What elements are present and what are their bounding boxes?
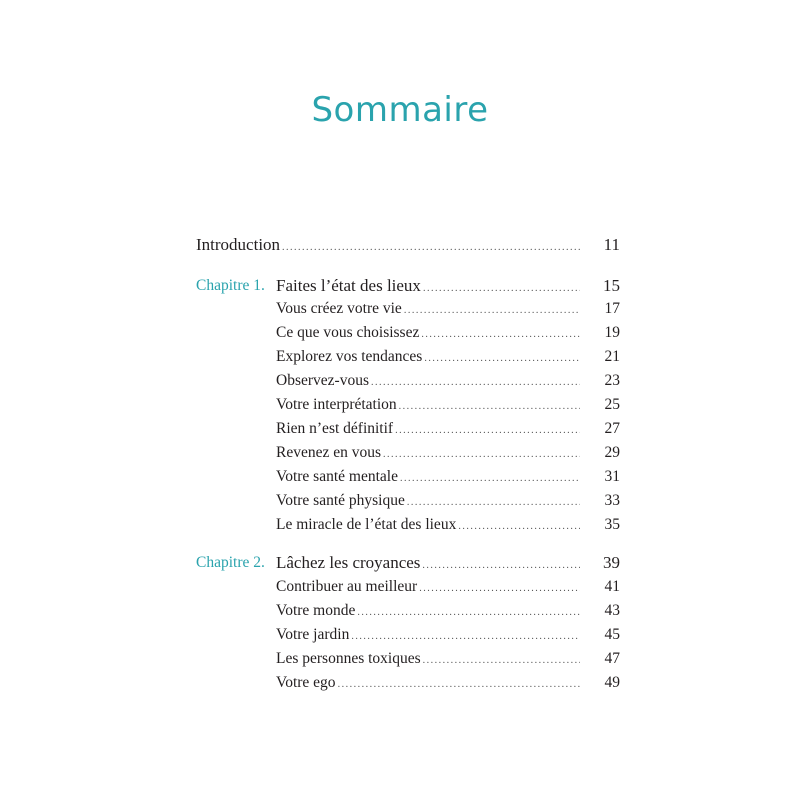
- toc-entry-section: [276, 441, 620, 465]
- toc-page-number: 21: [604, 348, 620, 365]
- toc-entry-section: [276, 647, 620, 671]
- toc-label: Votre santé mentale: [276, 468, 398, 485]
- toc-label: Contribuer au meilleur: [276, 578, 418, 595]
- toc-entry-section: [276, 489, 620, 513]
- dot-leader: [371, 371, 580, 395]
- toc-entry-section: [276, 465, 620, 489]
- toc-label: Observez-vous: [276, 372, 369, 389]
- dot-leader: [399, 395, 580, 419]
- toc-entry-section: [276, 623, 620, 647]
- toc-entry-section: [276, 297, 620, 321]
- dot-leader: [421, 323, 580, 347]
- toc-page-number: 25: [604, 396, 620, 413]
- dot-leader: [338, 673, 580, 697]
- dot-leader: [400, 467, 580, 491]
- dot-leader: [383, 443, 580, 467]
- toc-page-number: 19: [604, 324, 620, 341]
- toc-page-number: 33: [604, 492, 620, 509]
- toc-page-number: 11: [603, 235, 620, 254]
- toc-page-number: 23: [604, 372, 620, 389]
- toc-page-number: 47: [604, 650, 620, 667]
- toc-page-number: 41: [604, 578, 620, 595]
- toc-label: Votre monde: [276, 602, 356, 619]
- toc-page-number: 27: [604, 420, 620, 437]
- toc-page-number: 39: [603, 553, 620, 572]
- toc-label: Le miracle de l’état des lieux: [276, 516, 457, 533]
- toc-label: Vous créez votre vie: [276, 300, 402, 317]
- toc-entry-chapter: [276, 274, 620, 298]
- toc-page-number: 29: [604, 444, 620, 461]
- toc-entry-section: [276, 513, 620, 537]
- page-title: Sommaire: [311, 90, 489, 130]
- dot-leader: [419, 577, 580, 601]
- dot-leader: [424, 347, 580, 371]
- chapter-number: Chapitre 1.: [196, 277, 265, 294]
- dot-leader: [423, 649, 580, 673]
- dot-leader: [458, 515, 580, 539]
- toc-label: Votre jardin: [276, 626, 350, 643]
- toc-page-number: 17: [604, 300, 620, 317]
- dot-leader: [407, 491, 580, 515]
- toc-label: Faites l’état des lieux: [276, 276, 421, 295]
- toc-entry-section: [276, 575, 620, 599]
- toc-entry-section: [276, 671, 620, 695]
- toc-page-number: 15: [603, 276, 620, 295]
- toc-entry-chapter: [276, 551, 620, 575]
- toc-label: Votre santé physique: [276, 492, 405, 509]
- dot-leader: [357, 601, 580, 625]
- toc-page-number: 31: [604, 468, 620, 485]
- toc-label: Explorez vos tendances: [276, 348, 423, 365]
- toc-entry-section: [276, 369, 620, 393]
- toc-label: Votre interprétation: [276, 396, 397, 413]
- toc-entry-section: [276, 345, 620, 369]
- toc-entry-section: [276, 321, 620, 345]
- toc-entry-section: [276, 393, 620, 417]
- toc-label: Lâchez les croyances: [276, 553, 421, 572]
- dot-leader: [395, 419, 580, 443]
- toc-label: Ce que vous choisissez: [276, 324, 420, 341]
- toc-label: Rien n’est définitif: [276, 420, 394, 437]
- toc-page-number: 49: [604, 674, 620, 691]
- toc-entry-section: [276, 599, 620, 623]
- toc-label: Votre ego: [276, 674, 336, 691]
- dot-leader: [404, 299, 580, 323]
- dot-leader: [351, 625, 580, 649]
- toc-label: Revenez en vous: [276, 444, 382, 461]
- toc-page-number: 43: [604, 602, 620, 619]
- toc-label: Les personnes toxiques: [276, 650, 421, 667]
- toc-page-number: 45: [604, 626, 620, 643]
- toc-label: Introduction: [196, 235, 281, 254]
- toc-page-number: 35: [604, 516, 620, 533]
- toc-entry-section: [276, 417, 620, 441]
- toc-entry-introduction: [196, 233, 620, 257]
- dot-leader: [282, 236, 580, 260]
- chapter-number: Chapitre 2.: [196, 554, 265, 571]
